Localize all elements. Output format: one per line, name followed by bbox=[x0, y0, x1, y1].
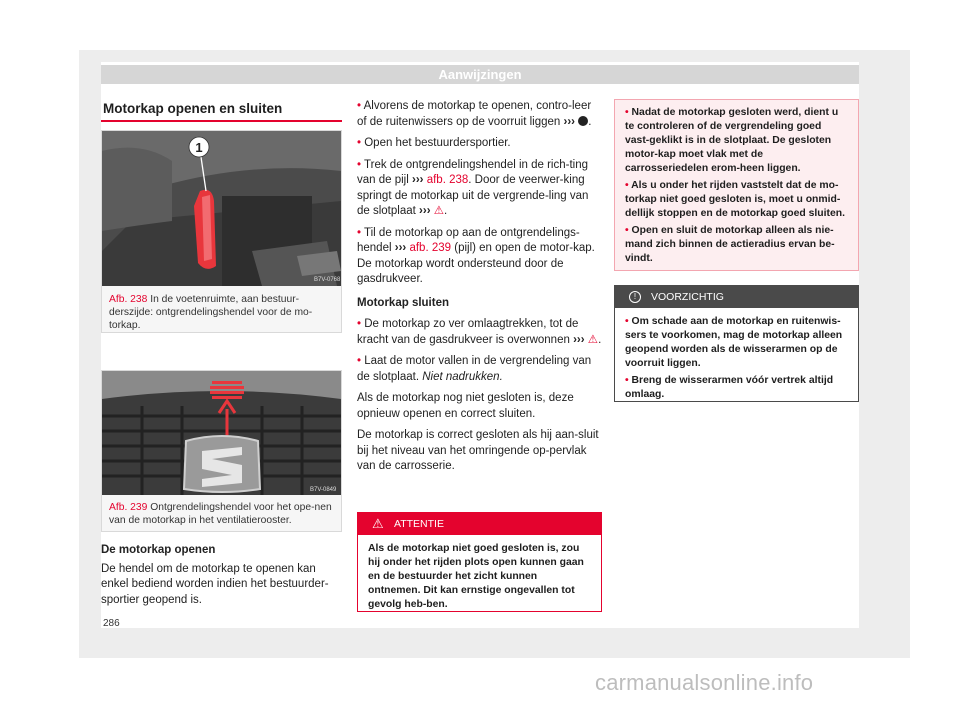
figure-label: Afb. 239 bbox=[109, 502, 148, 513]
figure-code: B7V-0849 bbox=[310, 487, 337, 493]
list-item: • Laat de motor vallen in de vergrendeling van de slotplaat. Niet nadrukken. bbox=[357, 355, 592, 383]
warning-icon: ⚠ bbox=[587, 333, 599, 346]
subheading: De motorkap openen bbox=[101, 544, 216, 556]
warning-icon: ⚠ bbox=[433, 205, 445, 217]
warning-list bbox=[615, 100, 858, 276]
attentie-box bbox=[357, 512, 602, 612]
list-item: • Trek de ontgrendelingshendel in de rich-ting van de pijl ››› afb. 238. Door de veerwer-king springt de motorkap uit de vergrende-ling van de slotplaat ››› ⚠. bbox=[357, 158, 589, 217]
attentie-title: ATTENTIE bbox=[394, 518, 444, 530]
left-text bbox=[101, 543, 344, 614]
voorzichtig-list bbox=[615, 308, 858, 412]
paragraph: De hendel om de motorkap te openen kan enkel bediend worden indien het bestuurder-sportier geopend is. bbox=[101, 562, 329, 606]
caption-text: Ontgrendelingshendel voor het ope-nen van de motorkap in het ventilatierooster. bbox=[109, 502, 332, 526]
info-icon: ! bbox=[629, 291, 641, 303]
warning-icon: ⚠ bbox=[372, 516, 384, 531]
figure-238 bbox=[101, 130, 342, 333]
callout-1: 1 bbox=[195, 140, 203, 155]
list-item: • Nadat de motorkap gesloten werd, dient u te controleren of de vergrendeling goed vast-geklikt is in de slotplaat. De gesloten motor-kap moet vlak met de carrosseriedelen erom-heen liggen. bbox=[625, 107, 839, 174]
voorzichtig-header bbox=[615, 286, 858, 308]
figure-link[interactable]: afb. 238 bbox=[426, 174, 469, 186]
footwell-lever-image bbox=[102, 131, 341, 286]
list-item: • Open het bestuurdersportier. bbox=[357, 137, 511, 149]
warning-box bbox=[614, 99, 859, 271]
watermark: carmanualsonline.info bbox=[595, 670, 814, 695]
paragraph: De motorkap is correct gesloten als hij aan-sluit bij het niveau van het omringende op-pervlak van de carrosserie. bbox=[357, 429, 599, 472]
section-title: Motorkap openen en sluiten bbox=[103, 101, 283, 116]
list-item: • Til de motorkap op aan de ontgrendelings-hendel ››› afb. 239 (pijl) en open de motor-kap. De motorkap wordt ondersteund door de gasdrukveer. bbox=[357, 226, 595, 285]
figure-link[interactable]: afb. 239 bbox=[409, 242, 452, 254]
figure-label: Afb. 238 bbox=[109, 294, 148, 305]
list-item: • Als u onder het rijden vaststelt dat de mo-torkap niet goed gesloten is, moet u onmid-dellijk stoppen en de motorkap goed sluiten. bbox=[625, 180, 845, 219]
list-item: • Breng de wisserarmen vóór vertrek altijd omlaag. bbox=[625, 375, 834, 400]
page-number: 286 bbox=[103, 618, 120, 629]
voorzichtig-box bbox=[614, 285, 859, 402]
list-item: • De motorkap zo ver omlaagtrekken, tot de kracht van de gasdrukveer is overwonnen ››› ⚠. bbox=[357, 318, 602, 346]
attentie-text: Als de motorkap niet goed gesloten is, zou hij onder het rijden plots open kunnen gaan en de bestuurder het zicht kunnen ontnemen. Dit kan ernstige ongevallen tot gevolg heb-ben. bbox=[368, 543, 584, 610]
paragraph: Als de motorkap nog niet gesloten is, deze opnieuw openen en correct sluiten. bbox=[357, 392, 574, 420]
page-header: Aanwijzingen bbox=[101, 65, 859, 84]
caption-text: In de voetenruimte, aan bestuur-derszijde: ontgrendelingshendel voor de mo-torkap. bbox=[109, 294, 313, 331]
figure-code: B7V-0768 bbox=[314, 277, 341, 283]
attentie-header bbox=[358, 513, 601, 535]
figure-caption bbox=[109, 501, 335, 527]
title-divider bbox=[101, 120, 342, 122]
list-item: • Alvorens de motorkap te openen, contro-leer of de ruitenwissers op de voorruit liggen ››› . bbox=[357, 100, 592, 128]
voorzichtig-title: VOORZICHTIG bbox=[651, 291, 724, 303]
grille-lever-image bbox=[102, 371, 341, 495]
figure-caption bbox=[109, 293, 334, 332]
list-item: • Open en sluit de motorkap alleen als nie-mand zich binnen de actieradius ervan be-vindt. bbox=[625, 225, 835, 264]
subheading: Motorkap sluiten bbox=[357, 296, 450, 309]
info-icon bbox=[578, 116, 588, 126]
figure-239 bbox=[101, 370, 342, 532]
middle-column bbox=[357, 99, 603, 481]
list-item: • Om schade aan de motorkap en ruitenwis-sers te voorkomen, mag de motorkap alleen geopend worden als de wisserarmen op de voorruit liggen. bbox=[625, 316, 843, 369]
